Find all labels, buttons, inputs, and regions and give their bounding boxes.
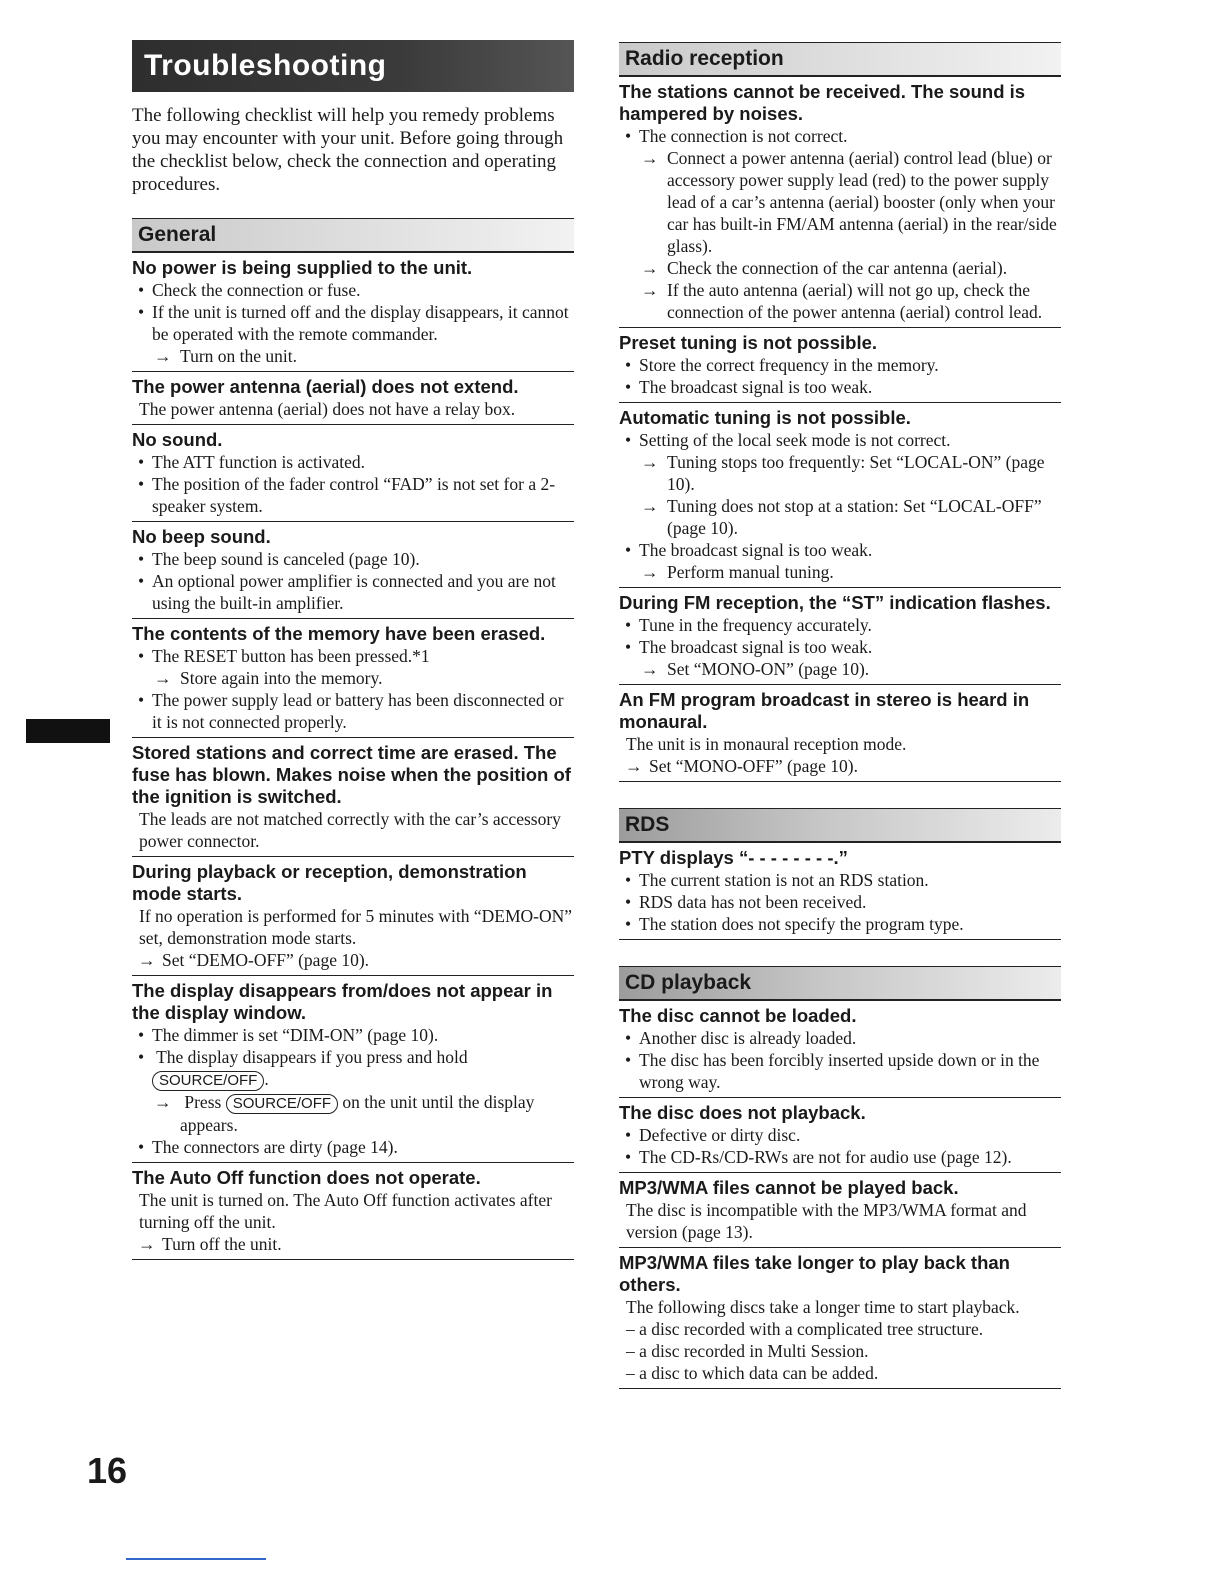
entry-bullet: • Defective or dirty disc. (619, 1124, 1061, 1146)
entry-bullet: • RDS data has not been received. (619, 891, 1061, 913)
troubleshoot-entry (619, 403, 1061, 588)
footer-rule (126, 1558, 266, 1560)
entry-action: → Turn off the unit. (132, 1233, 574, 1255)
entry-bullet: • The current station is not an RDS station. (619, 869, 1061, 891)
entry-bullet: • Check the connection or fuse. (132, 279, 574, 301)
troubleshoot-entry (619, 588, 1061, 685)
troubleshoot-entry (132, 425, 574, 522)
page-title: Troubleshooting (132, 40, 574, 92)
troubleshoot-entry (132, 522, 574, 619)
entry-heading: The Auto Off function does not operate. (132, 1167, 481, 1188)
entry-action: → Set “DEMO-OFF” (page 10). (132, 949, 574, 971)
entry-text: The following discs take a longer time to start playback. (626, 1297, 1020, 1317)
entry-bullet: • The broadcast signal is too weak. (619, 636, 1061, 658)
troubleshoot-entry (619, 1098, 1061, 1173)
troubleshoot-entry (132, 857, 574, 976)
entry-action: → If the auto antenna (aerial) will not go up, check the connection of the power antenna (aerial) control lead. (619, 279, 1061, 323)
entry-bullet: • The disc has been forcibly inserted upside down or in the wrong way. (619, 1049, 1061, 1093)
troubleshoot-entry (619, 1248, 1061, 1389)
troubleshoot-entry (619, 685, 1061, 782)
rds-entries (619, 843, 1061, 940)
entry-bullet: • Another disc is already loaded. (619, 1027, 1061, 1049)
troubleshoot-entry (132, 372, 574, 425)
source-off-key-icon: SOURCE/OFF (226, 1094, 338, 1114)
entry-heading: Automatic tuning is not possible. (619, 407, 911, 428)
entry-heading: No sound. (132, 429, 223, 450)
entry-heading: PTY displays “- - - - - - - -.” (619, 847, 848, 868)
entry-bullet: • The ATT function is activated. (132, 451, 574, 473)
troubleshoot-entry (619, 843, 1061, 940)
entry-bullet: • The position of the fader control “FAD” is not set for a 2-speaker system. (132, 473, 574, 517)
page-number: 16 (87, 1450, 128, 1491)
auto-off-entry-container (132, 1163, 574, 1260)
entry-bullet: • The beep sound is canceled (page 10). (132, 548, 574, 570)
entry-heading: The power antenna (aerial) does not extend. (132, 376, 519, 397)
troubleshoot-entry (132, 619, 574, 738)
troubleshoot-entry (619, 1001, 1061, 1098)
troubleshoot-entry (619, 1173, 1061, 1248)
entry-heading: The display disappears from/does not appear in the display window. (132, 980, 553, 1023)
entry-action: → Store again into the memory. (132, 667, 574, 689)
entry-text: – a disc recorded with a complicated tree structure. (626, 1319, 984, 1339)
left-column (132, 40, 574, 1260)
entry-bullet: • The connectors are dirty (page 14). (132, 1136, 574, 1158)
section-cd-header: CD playback (619, 966, 1061, 1001)
source-off-key-icon: SOURCE/OFF (152, 1071, 264, 1091)
entry-heading: The disc does not playback. (619, 1102, 866, 1123)
entry-heading: The contents of the memory have been erased. (132, 623, 546, 644)
entry-bullet: • Tune in the frequency accurately. (619, 614, 1061, 636)
troubleshoot-entry (619, 77, 1061, 328)
intro-text: The following checklist will help you remedy problems you may encounter with your unit. Before going through the checklist below, check the connection and operating procedures. (132, 105, 564, 195)
entry-action: → Tuning stops too frequently: Set “LOCAL-ON” (page 10). (619, 451, 1061, 495)
entry-bullet: • The station does not specify the program type. (619, 913, 1061, 935)
entry-action: → Set “MONO-OFF” (page 10). (619, 755, 1061, 777)
entry-action: → Tuning does not stop at a station: Set “LOCAL-OFF” (page 10). (619, 495, 1061, 539)
entry-action: → Connect a power antenna (aerial) control lead (blue) or accessory power supply lead (red) to the power supply lead of a car’s antenna (aerial) booster (only when your car has built-in FM/AM antenna (aerial) in the rear/side glass). (619, 147, 1061, 257)
section-general-header: General (132, 218, 574, 253)
entry-bullet: • The CD-Rs/CD-RWs are not for audio use (page 12). (619, 1146, 1061, 1168)
entry-display-disappears (132, 976, 574, 1163)
entry-bullet: • Store the correct frequency in the memory. (619, 354, 1061, 376)
entry-bullet-text: The display disappears if you press and hold (156, 1047, 468, 1067)
entry-bullet: • If the unit is turned off and the display disappears, it cannot be operated with the remote commander. (132, 301, 574, 345)
entry-text: The disc is incompatible with the MP3/WMA format and version (page 13). (626, 1200, 1027, 1242)
entry-heading: During FM reception, the “ST” indication flashes. (619, 592, 1051, 613)
entry-action: → Perform manual tuning. (619, 561, 1061, 583)
entry-heading: The stations cannot be received. The sound is hampered by noises. (619, 81, 1026, 124)
entry-text: If no operation is performed for 5 minutes with “DEMO-ON” set, demonstration mode starts. (139, 906, 573, 948)
right-column (619, 40, 1061, 1389)
entry-action-text: Press (184, 1092, 222, 1112)
entry-bullet: • An optional power amplifier is connected and you are not using the built-in amplifier. (132, 570, 574, 614)
entry-text: – a disc recorded in Multi Session. (626, 1341, 869, 1361)
entry-bullet: • The display disappears if you press and hold SOURCE/OFF . (132, 1046, 574, 1091)
entry-bullet: • Setting of the local seek mode is not correct. (619, 429, 1061, 451)
entry-action-text: on the unit until the display appears. (180, 1092, 535, 1135)
entry-bullet: • The power supply lead or battery has been disconnected or it is not connected properly. (132, 689, 574, 733)
entry-heading: MP3/WMA files cannot be played back. (619, 1177, 959, 1198)
entry-bullet: • The broadcast signal is too weak. (619, 376, 1061, 398)
section-tab-marker (26, 719, 110, 743)
section-radio-header: Radio reception (619, 42, 1061, 77)
entry-heading: During playback or reception, demonstration mode starts. (132, 861, 527, 904)
troubleshoot-entry (132, 738, 574, 857)
entry-heading: No power is being supplied to the unit. (132, 257, 473, 278)
entry-bullet: • The dimmer is set “DIM-ON” (page 10). (132, 1024, 574, 1046)
entry-heading: No beep sound. (132, 526, 271, 547)
entry-heading: The disc cannot be loaded. (619, 1005, 857, 1026)
entry-action: → Check the connection of the car antenna (aerial). (619, 257, 1061, 279)
entry-action: → Turn on the unit. (132, 345, 574, 367)
entry-heading: MP3/WMA files take longer to play back than others. (619, 1252, 1010, 1295)
entry-text: The unit is turned on. The Auto Off function activates after turning off the unit. (139, 1190, 552, 1232)
entry-action (132, 1091, 574, 1136)
entry-heading: Stored stations and correct time are erased. The fuse has blown. Makes noise when the position of the ignition is switched. (132, 742, 571, 807)
entry-heading: Preset tuning is not possible. (619, 332, 878, 353)
cd-entries (619, 1001, 1061, 1389)
entry-bullet: • The connection is not correct. (619, 125, 1061, 147)
troubleshoot-entry (619, 328, 1061, 403)
entry-text: – a disc to which data can be added. (626, 1363, 879, 1383)
entry-bullet: • The broadcast signal is too weak. (619, 539, 1061, 561)
entry-auto-off (132, 1163, 574, 1260)
entry-heading: An FM program broadcast in stereo is heard in monaural. (619, 689, 1030, 732)
radio-entries (619, 77, 1061, 782)
troubleshoot-entry (132, 253, 574, 372)
entry-bullet: • The RESET button has been pressed.*1 (132, 645, 574, 667)
general-entries (132, 253, 574, 976)
entry-action: → Set “MONO-ON” (page 10). (619, 658, 1061, 680)
entry-text: The unit is in monaural reception mode. (626, 734, 907, 754)
entry-text: The leads are not matched correctly with the car’s accessory power connector. (139, 809, 561, 851)
entry-text: The power antenna (aerial) does not have a relay box. (139, 399, 516, 419)
section-rds-header: RDS (619, 808, 1061, 843)
